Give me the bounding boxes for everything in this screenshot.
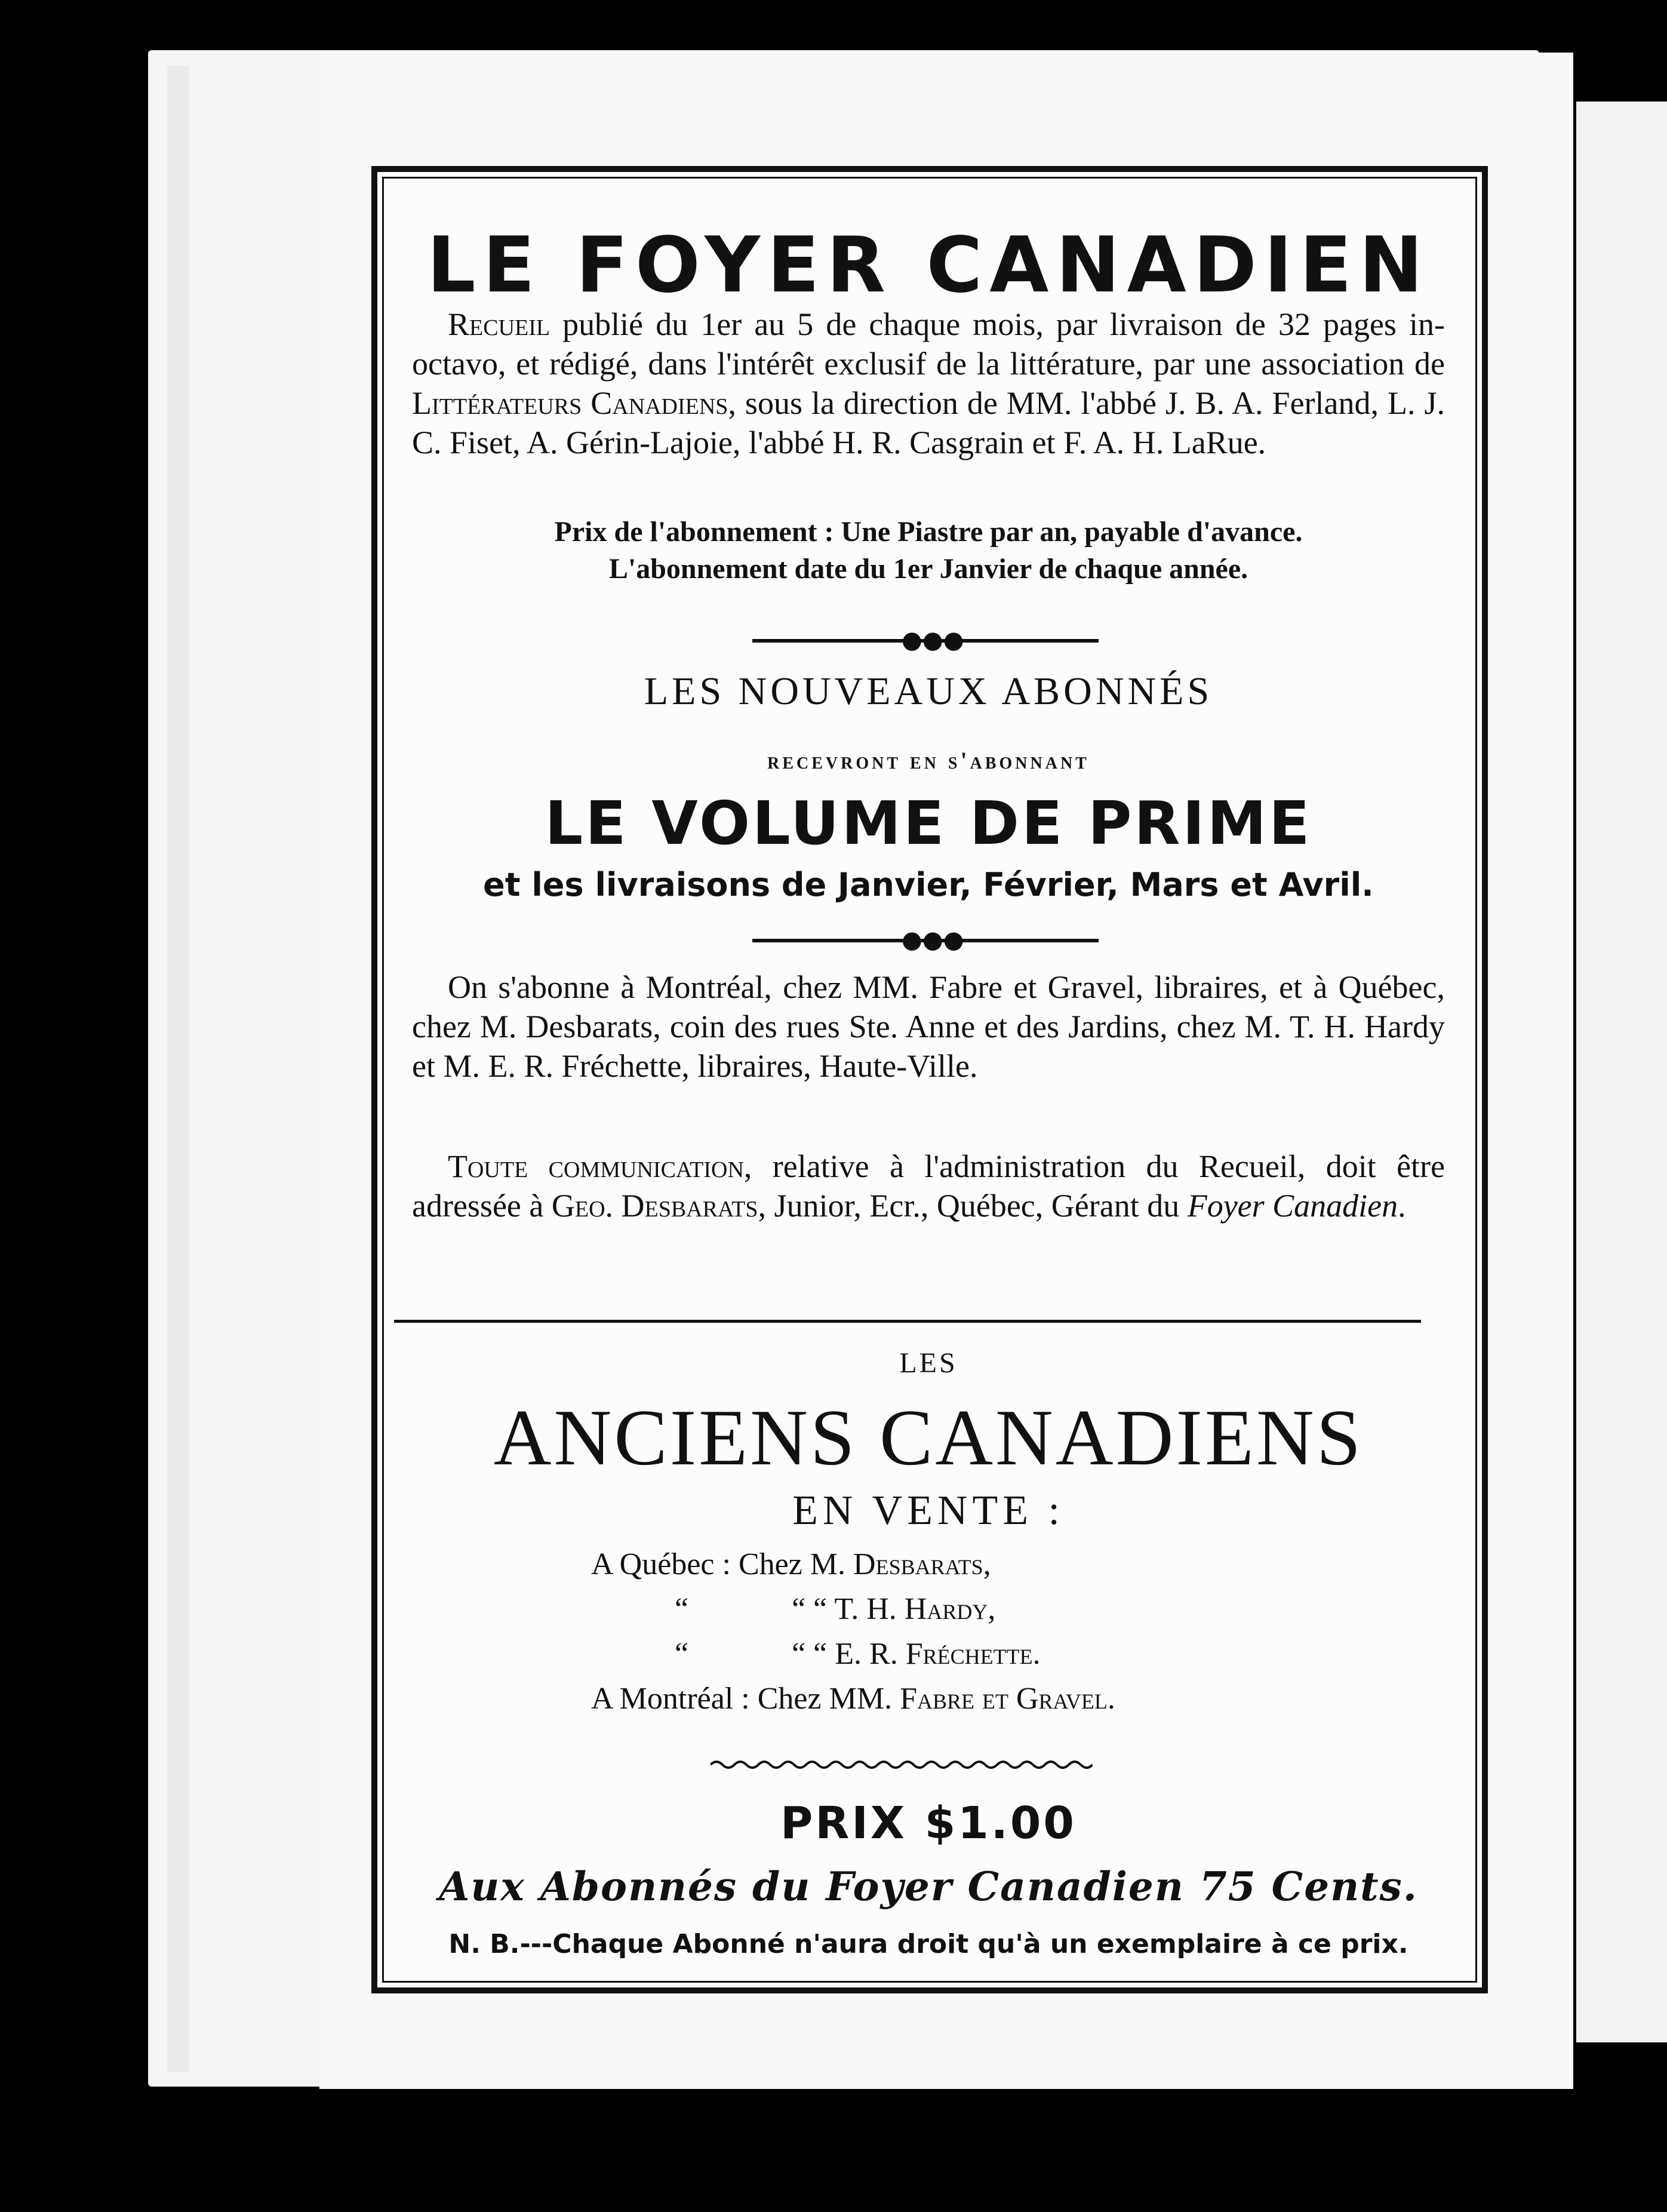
adjacent-page [1576, 102, 1667, 2042]
vendor-montreal [591, 1678, 1115, 1720]
intro-text-2: , sous la direction de MM. l'abbé J. B. A. Ferland, L. J. C. Fiset, A. Gérin-Lajoie, l'abbé H. R. Casgrain et F. A. H. LaRue. [412, 385, 1445, 460]
intro-text [412, 305, 1445, 462]
vendor-name: Fréchette. [905, 1637, 1041, 1671]
nouveaux-heading: LES NOUVEAUX ABONNÉS [644, 669, 1213, 713]
wavy-divider [711, 1756, 1093, 1774]
anciens-title: ANCIENS CANADIENS [493, 1393, 1364, 1482]
vendor-who: E. R. [827, 1637, 906, 1671]
vendor-name: Desbarats, [853, 1547, 991, 1581]
communication-text [412, 1147, 1445, 1225]
abonnement-line-2: L'abonnement date du 1er Janvier de chaque année. [608, 553, 1248, 585]
ornament-dots-1: ●●● [902, 626, 964, 654]
vendor-place: A Québec : [591, 1547, 731, 1581]
nb-line: N. B.---Chaque Abonné n'aura droit qu'à un exemplaire à ce prix. [448, 1929, 1408, 1959]
section-divider [394, 1320, 1421, 1323]
intro-paragraph [412, 305, 1445, 462]
communication-text-3: . [1398, 1188, 1406, 1224]
en-vente: EN VENTE : [792, 1488, 1065, 1534]
vendor-place: “ [675, 1637, 689, 1671]
price-line: PRIX $1.00 [780, 1798, 1077, 1849]
vendor-name: Fabre et Gravel. [900, 1682, 1115, 1716]
vendor-place: “ [675, 1592, 689, 1626]
advertisement-content [412, 203, 1445, 1971]
foyer-canadien-italic: Foyer Canadien [1187, 1188, 1398, 1224]
vendor-ditto: “ “ [792, 1637, 828, 1671]
ornament-dots-2: ●●● [902, 926, 964, 954]
vendor-name: Hardy, [904, 1592, 996, 1626]
recevront-line: recevront en s'abonnant [767, 747, 1090, 774]
aux-abonnes-line: Aux Abonnés du Foyer Canadien 75 Cents. [439, 1863, 1418, 1910]
abonne-text [412, 967, 1445, 1086]
on-sabonne-text: On s'abonne à Montréal, chez MM. Fabre et Gravel, libraires, et à Québec, chez M. Desbarats, coin des rues Ste. Anne et des Jardins, chez M. T. H. Hardy et M. E. R. Fréchette, libraires, Haute-Ville. [412, 969, 1445, 1084]
abonnement-info [412, 514, 1445, 588]
intro-lead: Recueil [448, 306, 550, 342]
vendor-place: A Montréal : [591, 1682, 750, 1716]
vendor-quebec-frechette [675, 1633, 1041, 1675]
intro-text-1: publié du 1er au 5 de chaque mois, par livraison de 32 pages in-octavo, et rédigé, dans l'intérêt exclusif de la littérature, par une association de [412, 306, 1445, 382]
litterateurs: Littérateurs Canadiens [412, 385, 728, 421]
vendor-who: T. H. [827, 1592, 905, 1626]
vendor-who: Chez M. [738, 1547, 854, 1581]
page-edge-strip [167, 66, 189, 2072]
livraisons-line: et les livraisons de Janvier, Février, Mars et Avril. [483, 866, 1374, 904]
volume-de-prime: LE VOLUME DE PRIME [545, 788, 1312, 858]
communication-paragraph [412, 1147, 1445, 1225]
vendor-ditto: “ “ [792, 1592, 828, 1626]
page-title: LE FOYER CANADIEN [426, 221, 1431, 310]
vendor-quebec-desbarats [591, 1544, 991, 1586]
abonne-paragraph [412, 967, 1445, 1086]
anciens-les: LES [899, 1347, 958, 1379]
communication-text-1: , relative à l'administration du Recueil, doit être adressée à [412, 1148, 1445, 1224]
geo-desbarats: Geo. Desbarats [551, 1188, 758, 1224]
vendor-who: Chez MM. [757, 1682, 900, 1716]
abonnement-line-1: Prix de l'abonnement : Une Piastre par an, payable d'avance. [554, 516, 1303, 548]
vendor-quebec-hardy [675, 1589, 995, 1630]
communication-lead: Toute communication [448, 1148, 744, 1184]
communication-text-2: , Junior, Ecr., Québec, Gérant du [758, 1188, 1188, 1224]
